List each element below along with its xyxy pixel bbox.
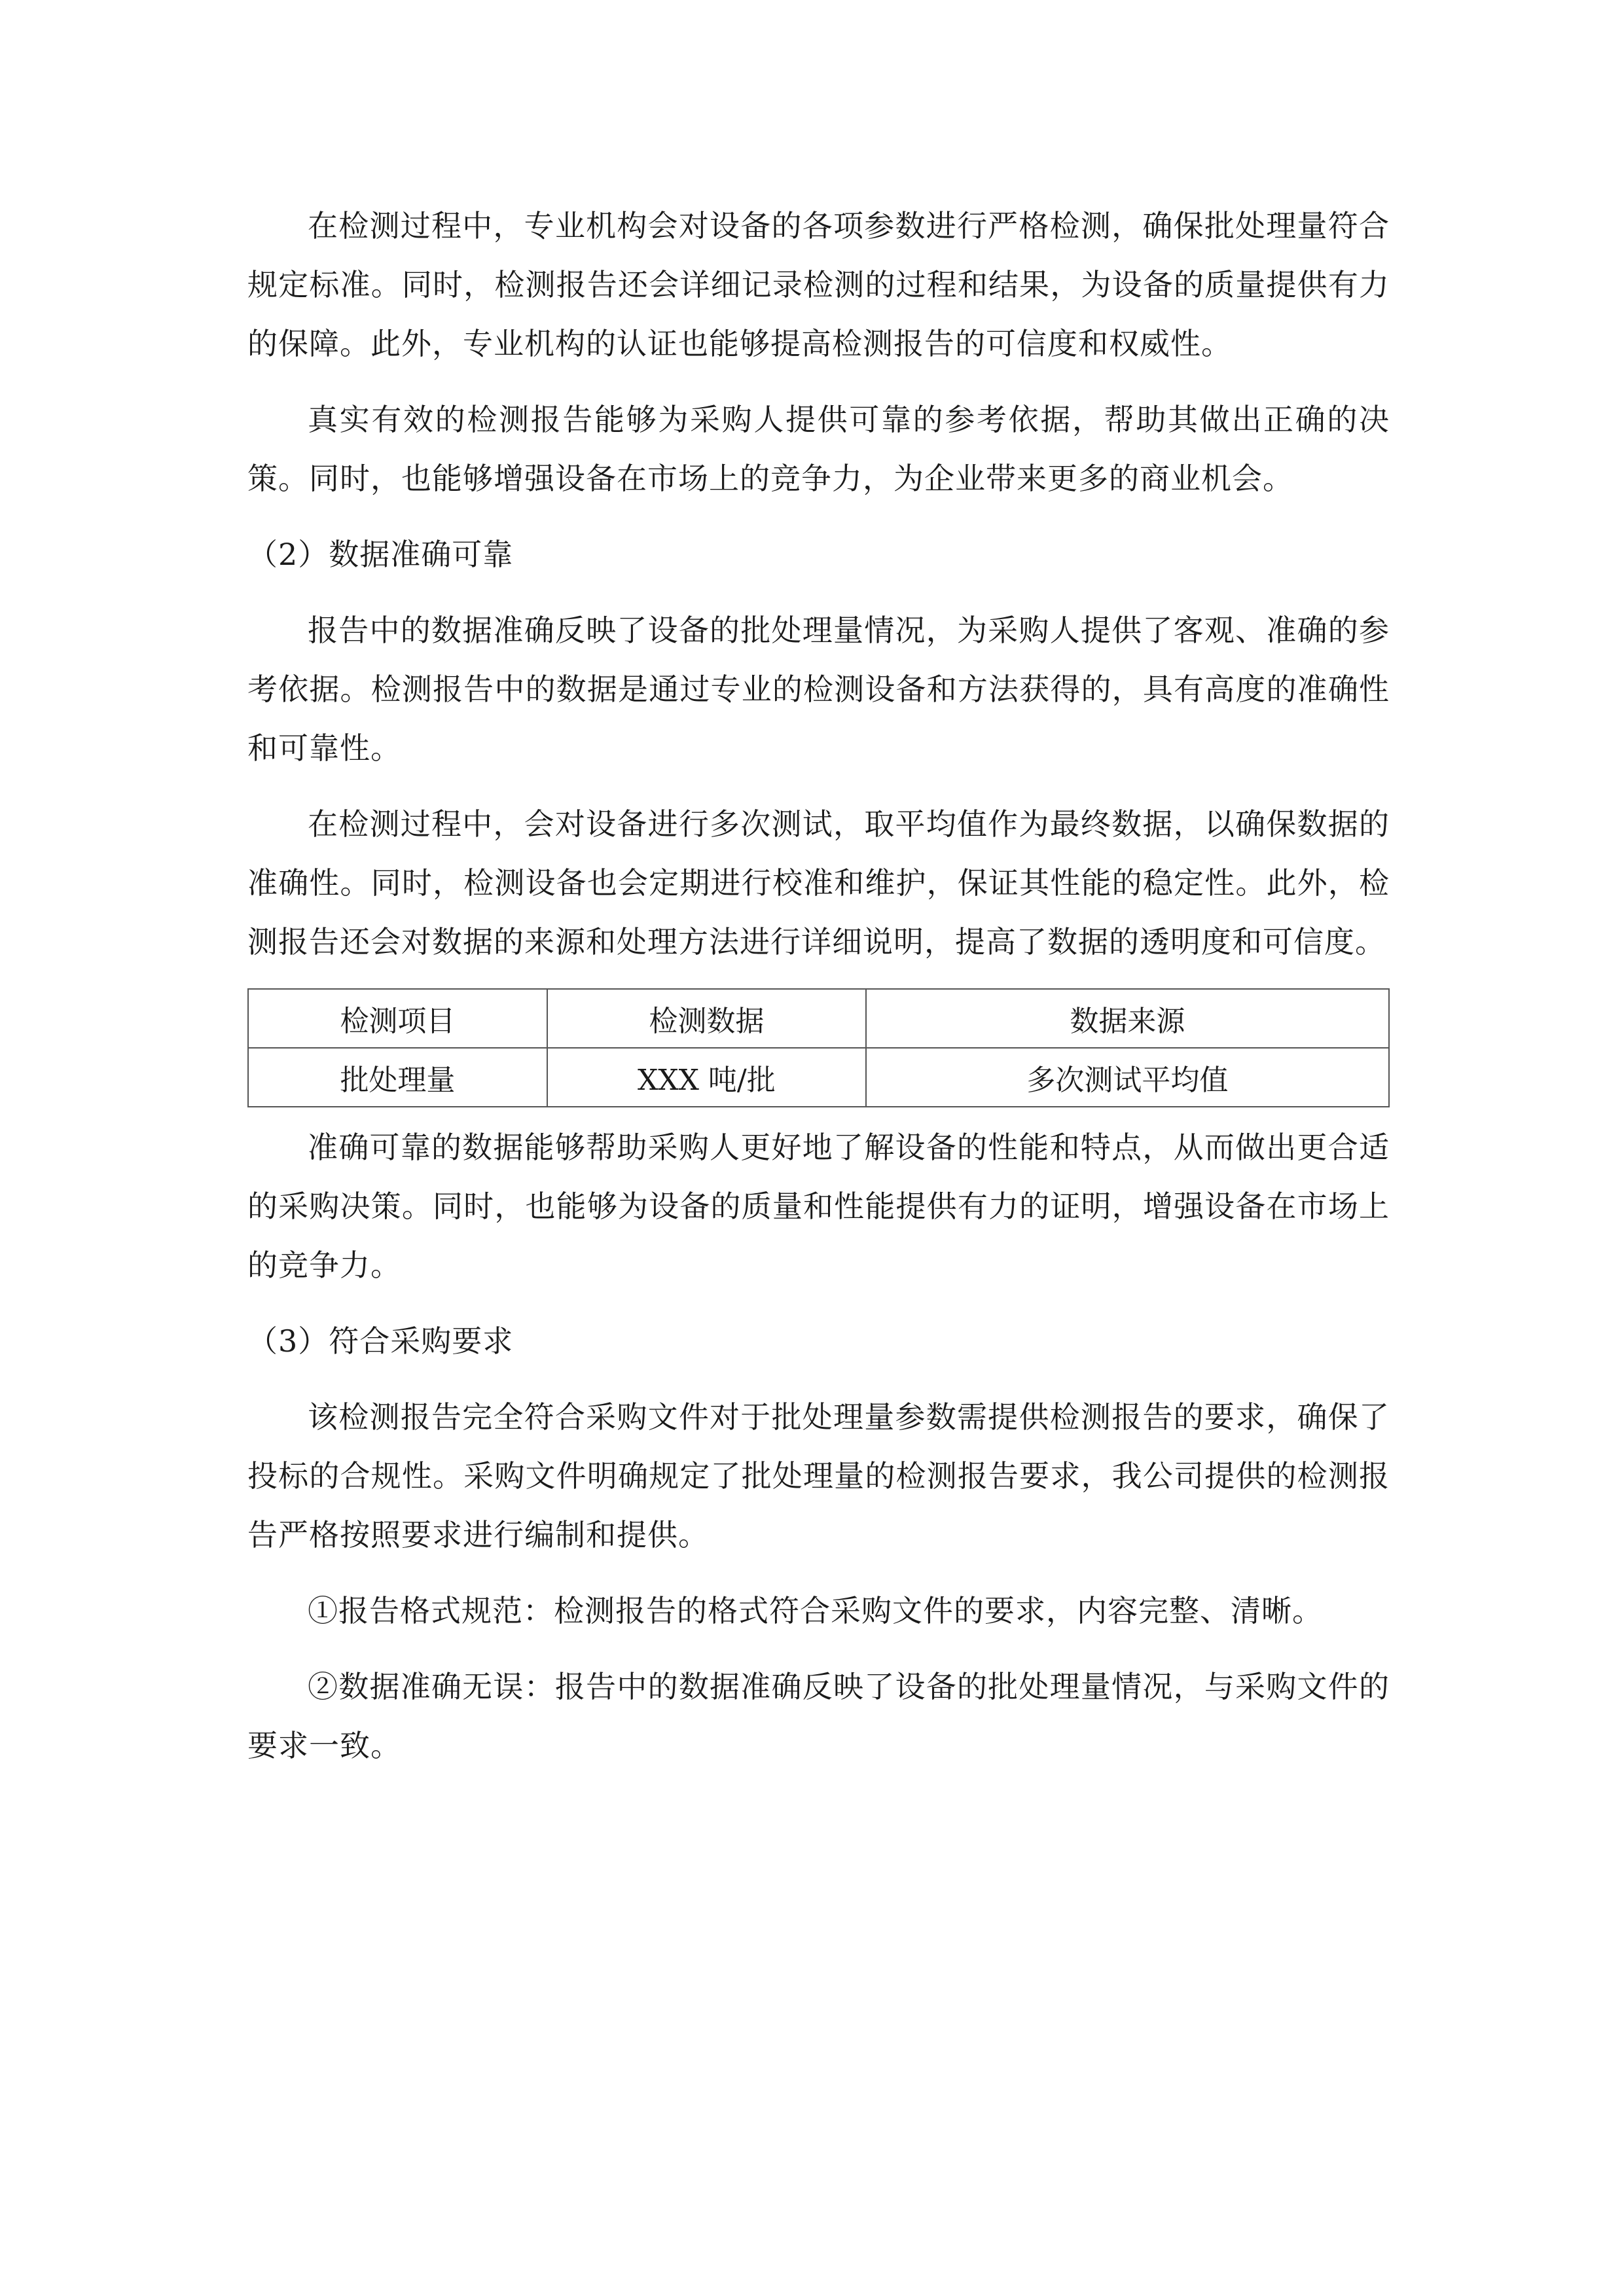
table-cell: XXX 吨/批 [547,1048,866,1107]
table-cell: 批处理量 [248,1048,547,1107]
section-heading: （3）符合采购要求 [247,1323,514,1359]
table-header-cell: 检测项目 [248,989,547,1048]
data-table [247,988,1390,1107]
table-header-row [248,989,1389,1048]
list-item: ①报告格式规范：检测报告的格式符合采购文件的要求，内容完整、清晰。 [308,1593,1323,1628]
body-paragraph: 该检测报告完全符合采购文件对于批处理量参数需提供检测报告的要求，确保了投标的合规性。采购文件明确规定了批处理量的检测报告要求，我公司提供的检测报告严格按照要求进行编制和提供。 [247,1399,1390,1552]
body-paragraph: 真实有效的检测报告能够为采购人提供可靠的参考依据，帮助其做出正确的决策。同时，也能够增强设备在市场上的竞争力，为企业带来更多的商业机会。 [247,402,1390,496]
body-paragraph: 准确可靠的数据能够帮助采购人更好地了解设备的性能和特点，从而做出更合适的采购决策。同时，也能够为设备的质量和性能提供有力的证明，增强设备在市场上的竞争力。 [247,1130,1390,1283]
body-paragraph: 在检测过程中，专业机构会对设备的各项参数进行严格检测，确保批处理量符合规定标准。同时，检测报告还会详细记录检测的过程和结果，为设备的质量提供有力的保障。此外，专业机构的认证也能够提高检测报告的可信度和权威性。 [247,208,1390,361]
table-row [248,1048,1389,1107]
table-header-cell: 数据来源 [866,989,1389,1048]
table-header-cell: 检测数据 [547,989,866,1048]
body-paragraph: 报告中的数据准确反映了设备的批处理量情况，为采购人提供了客观、准确的参考依据。检测报告中的数据是通过专业的检测设备和方法获得的，具有高度的准确性和可靠性。 [247,613,1390,766]
section-heading: （2）数据准确可靠 [247,537,514,572]
body-paragraph: 在检测过程中，会对设备进行多次测试，取平均值作为最终数据，以确保数据的准确性。同时，检测设备也会定期进行校准和维护，保证其性能的稳定性。此外，检测报告还会对数据的来源和处理方法进行详细说明，提高了数据的透明度和可信度。 [247,806,1390,960]
table-cell: 多次测试平均值 [866,1048,1389,1107]
document-page [247,196,1390,1792]
list-item: ②数据准确无误：报告中的数据准确反映了设备的批处理量情况，与采购文件的要求一致。 [247,1669,1390,1763]
